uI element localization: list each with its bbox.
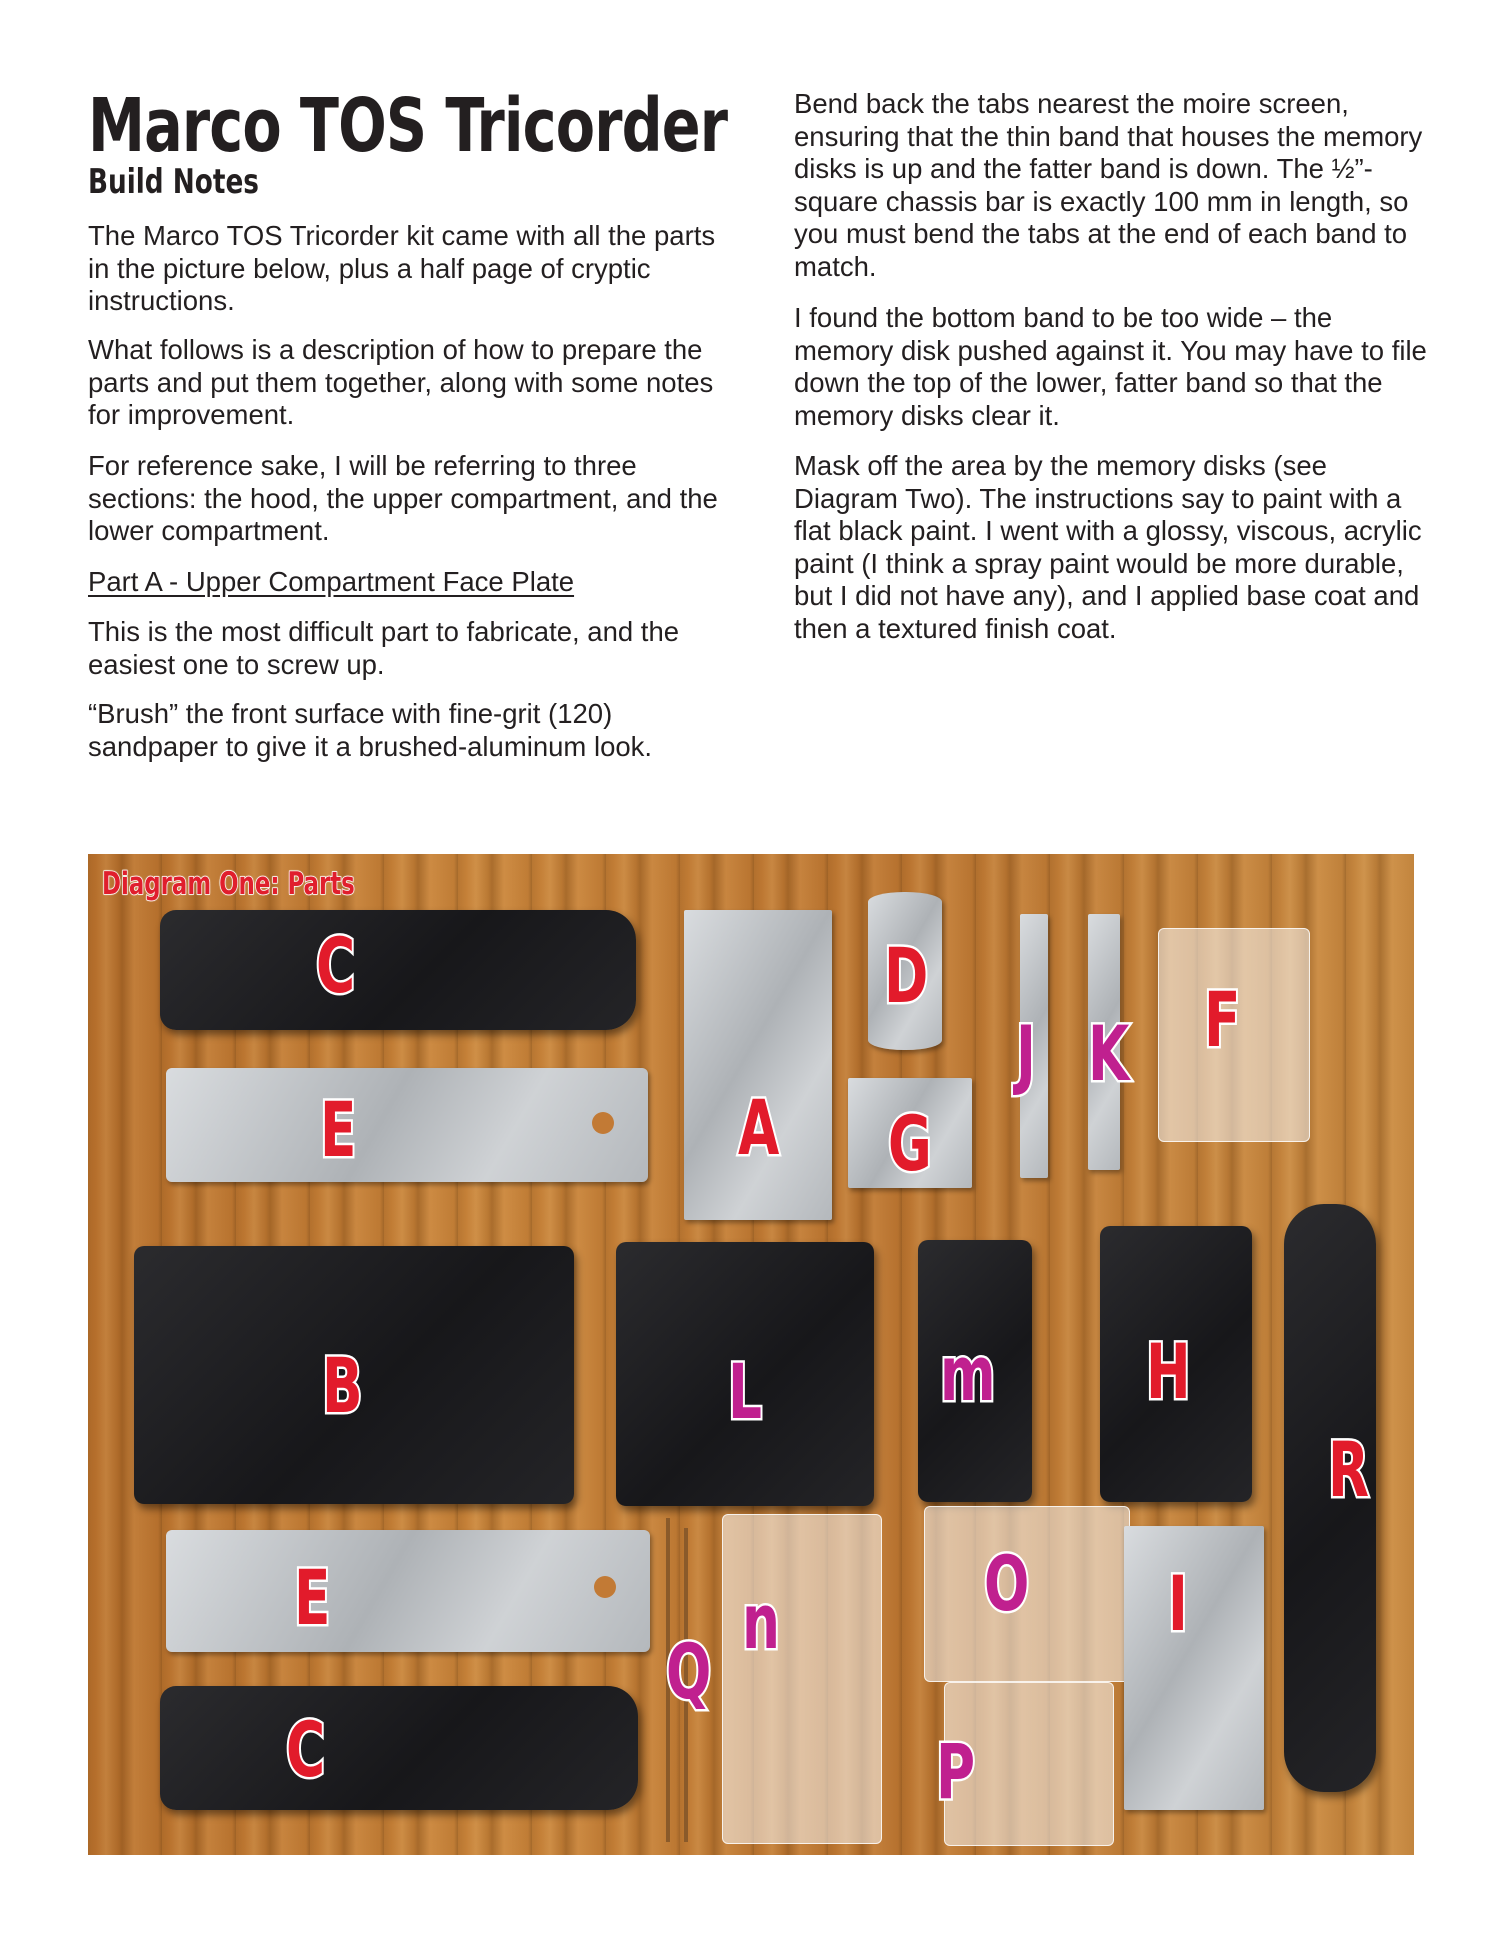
difficulty-paragraph: This is the most difficult part to fabricate, and the easiest one to screw up. [88, 616, 680, 680]
label-i: I [1168, 1559, 1188, 1648]
label-d: D [884, 931, 929, 1020]
intro-paragraph: The Marco TOS Tricorder kit came with all the parts in the picture below, plus a half page of cryptic instructions. [88, 220, 716, 317]
brush-paragraph: “Brush” the front surface with fine-grit (120) sandpaper to give it a brushed-aluminum look. [88, 698, 653, 762]
page-title: Marco TOS Tricorder [88, 83, 728, 169]
parts-diagram-photo [88, 854, 1414, 1855]
part-n-bag [722, 1514, 882, 1844]
label-a: A [738, 1083, 780, 1172]
part-c-top [160, 910, 636, 1030]
reference-paragraph: For reference sake, I will be referring to three sections: the hood, the upper compartment, and the lower compartment. [88, 450, 718, 547]
label-e-top: E [320, 1085, 357, 1174]
mask-paragraph: Mask off the area by the memory disks (see Diagram Two). The instructions say to paint with a flat black paint. I went with a glossy, viscous, acrylic paint (I think a spray paint would be more durable, but I did not have any), and I applied base coat and then a textured finish coat. [794, 450, 1422, 644]
diagram-title: Diagram One: Parts [102, 866, 355, 902]
label-b: B [322, 1341, 363, 1430]
page-subtitle: Build Notes [88, 162, 259, 202]
label-f: F [1204, 975, 1241, 1064]
label-j: J [1016, 1009, 1036, 1098]
label-m: m [940, 1329, 996, 1418]
overview-paragraph: What follows is a description of how to prepare the parts and put them together, along with some notes for improvement. [88, 334, 714, 431]
tabs-paragraph: Bend back the tabs nearest the moire screen, ensuring that the thin band that houses the memory disks is up and the fatter band is down. The ½”-square chassis bar is exactly 100 mm in length, so you must bend the tabs at the end of each band to match. [794, 88, 1423, 282]
part-a [684, 910, 832, 1220]
label-p: P [936, 1727, 976, 1816]
label-n: n [742, 1577, 780, 1666]
label-h: H [1146, 1327, 1191, 1416]
label-g: G [888, 1099, 932, 1188]
part-i [1124, 1526, 1264, 1810]
part-c-bottom [160, 1686, 638, 1810]
label-q: Q [666, 1627, 712, 1716]
band-paragraph: I found the bottom band to be too wide – the memory disk pushed against it. You may have to file down the top of the lower, fatter band so that the memory disks clear it. [794, 302, 1427, 431]
label-k: K [1088, 1009, 1130, 1098]
label-c-bottom: C [286, 1705, 326, 1794]
label-r: R [1328, 1425, 1370, 1514]
part-e-top-hole [592, 1112, 614, 1134]
section-heading-part-a: Part A - Upper Compartment Face Plate [88, 566, 575, 597]
part-e-bottom [166, 1530, 650, 1652]
label-c-top: C [316, 921, 356, 1010]
label-e-bottom: E [294, 1553, 331, 1642]
part-e-top [166, 1068, 648, 1182]
label-o: O [984, 1539, 1030, 1628]
part-e-bottom-hole [594, 1576, 616, 1598]
label-l: L [728, 1347, 762, 1436]
